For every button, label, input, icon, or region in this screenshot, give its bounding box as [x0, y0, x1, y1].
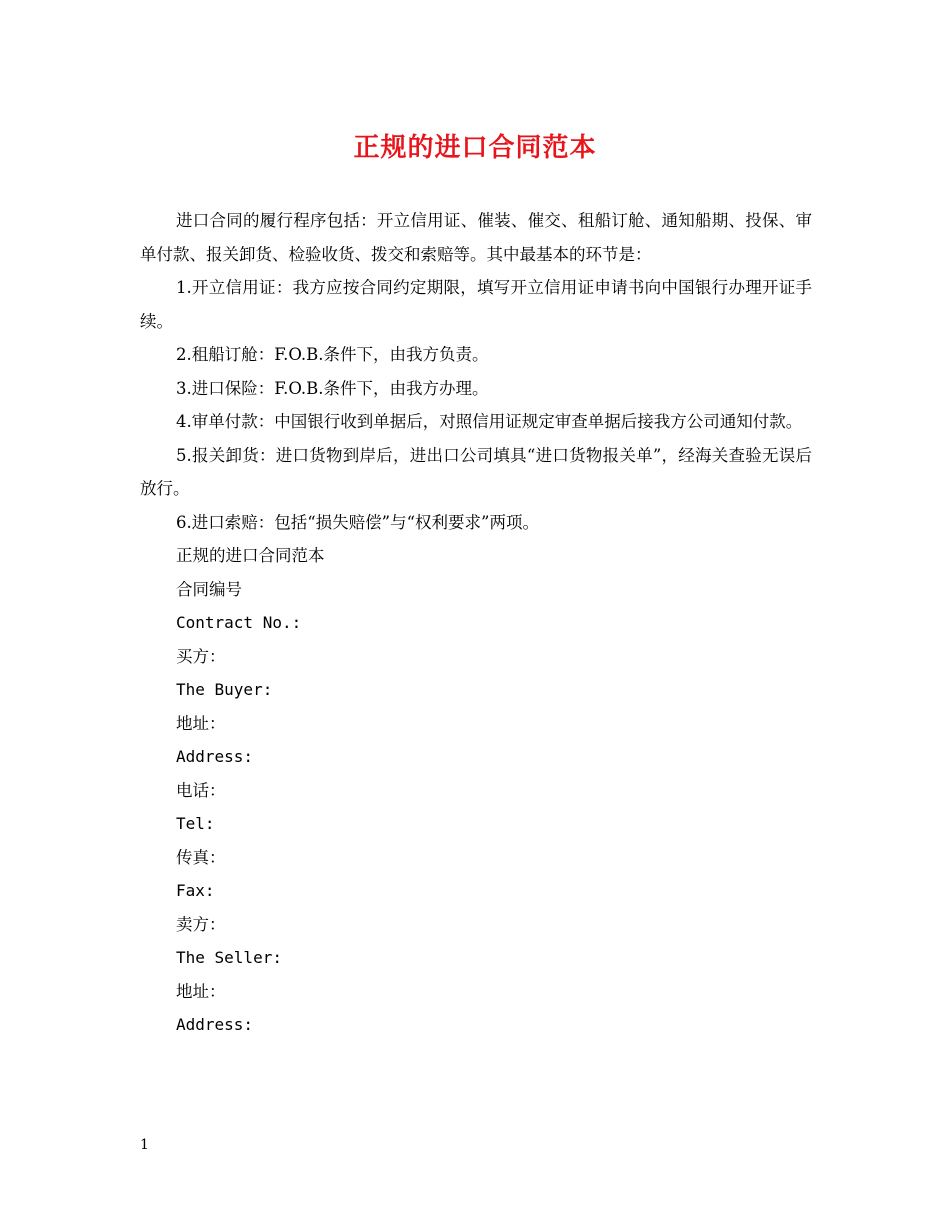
field-contract-number-cn: 合同编号 — [176, 579, 242, 599]
step-paragraph-3: 3.进口保险：F.O.B.条件下，由我方办理。 — [176, 378, 489, 398]
document-body — [140, 204, 812, 1042]
field-buyer-address-en: Address: — [176, 747, 254, 766]
intro-paragraph: 进口合同的履行程序包括：开立信用证、催装、催交、租船订舱、通知船期、投保、审单付款、报关卸货、检验收货、拨交和索赔等。其中最基本的环节是： — [140, 211, 812, 264]
contract-heading: 正规的进口合同范本 — [176, 546, 325, 565]
document-title: 正规的进口合同范本 — [353, 133, 597, 163]
field-seller-address-en: Address: — [176, 1015, 254, 1034]
field-buyer-en: The Buyer: — [176, 680, 273, 699]
step-paragraph-5: 5.报关卸货：进口货物到岸后，进出口公司填具“进口货物报关单”，经海关查验无误后放行。 — [140, 445, 812, 498]
field-seller-en: The Seller: — [176, 948, 282, 967]
field-seller-address-cn: 地址： — [176, 981, 226, 1001]
step-paragraph-6: 6.进口索赔：包括“损失赔偿”与“权利要求”两项。 — [176, 512, 539, 532]
field-buyer-tel-en: Tel: — [176, 814, 215, 833]
field-buyer-address-cn: 地址： — [176, 713, 226, 733]
field-buyer-fax-en: Fax: — [176, 881, 215, 900]
step-paragraph-1: 1.开立信用证：我方应按合同约定期限，填写开立信用证申请书向中国银行办理开证手续。 — [140, 278, 812, 331]
field-buyer-cn: 买方： — [176, 646, 226, 666]
step-paragraph-2: 2.租船订舱：F.O.B.条件下，由我方负责。 — [176, 345, 489, 364]
field-contract-number-en: Contract No.: — [176, 613, 302, 632]
page-number: 1 — [140, 1137, 149, 1153]
field-buyer-tel-cn: 电话： — [176, 780, 226, 800]
step-paragraph-4: 4.审单付款：中国银行收到单据后，对照信用证规定审查单据后接我方公司通知付款。 — [176, 412, 803, 431]
field-buyer-fax-cn: 传真： — [176, 847, 226, 867]
field-seller-cn: 卖方： — [176, 914, 226, 934]
